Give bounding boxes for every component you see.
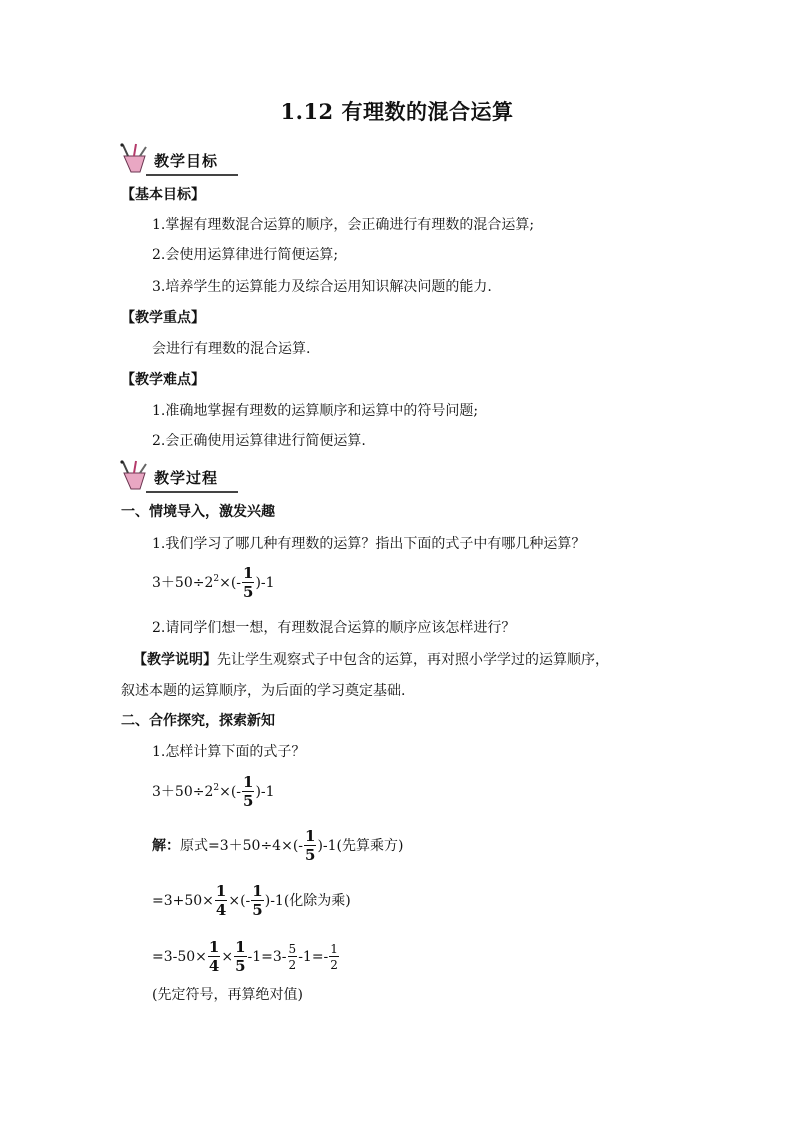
basic-goal-item: 3.培养学生的运算能力及综合运用知识解决问题的能力. xyxy=(152,279,492,295)
fraction xyxy=(288,943,298,971)
fraction-numerator: 1 xyxy=(243,564,254,582)
section1-question1: 1.我们学习了哪几种有理数的运算？指出下面的式子中有哪几种运算？ xyxy=(152,536,586,552)
difficulty-item: 1.准确地掌握有理数的运算顺序和运算中的符号问题; xyxy=(152,403,479,419)
banner-label: 教学过程 xyxy=(154,469,219,487)
teaching-note-continued: 叙述本题的运算顺序，为后面的学习奠定基础. xyxy=(121,683,406,699)
fraction xyxy=(242,775,254,809)
fraction-numerator: 1 xyxy=(252,882,263,900)
fraction-denominator: 5 xyxy=(252,901,263,919)
fraction-numerator: 5 xyxy=(288,942,297,956)
expr-part: 3＋50÷2 xyxy=(152,784,214,800)
solution-line-2 xyxy=(152,884,351,918)
solution-part: )-1(化除为乘) xyxy=(264,893,351,909)
section1-expression xyxy=(152,566,275,600)
fraction-numerator: 1 xyxy=(208,938,220,956)
solution-part: )-1(先算乘方) xyxy=(317,838,404,854)
solution-line-3 xyxy=(152,940,340,974)
solution-label: 解： xyxy=(152,838,180,854)
solution-part: =3+50× xyxy=(152,893,214,909)
solution-part: ×(- xyxy=(228,893,251,909)
section2-heading: 二、合作探究，探索新知 xyxy=(121,713,275,729)
banner-teaching-process xyxy=(118,459,240,497)
fraction-numerator: 1 xyxy=(235,938,246,956)
basic-goal-item: 1.掌握有理数混合运算的顺序，会正确进行有理数的混合运算; xyxy=(152,217,535,233)
fraction xyxy=(251,884,263,918)
fraction-denominator: 5 xyxy=(243,583,254,601)
fraction-numerator: 1 xyxy=(243,773,254,791)
solution-part: -1=- xyxy=(298,949,329,965)
solution-part: 原式=3＋50÷4×(- xyxy=(180,838,304,854)
fraction xyxy=(329,943,339,971)
solution-part: × xyxy=(221,949,234,965)
expr-part: ×(- xyxy=(219,784,242,800)
fraction-denominator: 5 xyxy=(235,957,246,975)
fraction-denominator: 2 xyxy=(330,958,338,972)
fraction-denominator: 2 xyxy=(288,958,297,972)
solution-line-4: (先定符号，再算绝对值) xyxy=(152,987,303,1003)
fraction xyxy=(215,884,227,918)
teaching-note xyxy=(133,653,609,667)
section1-question2: 2.请同学们想一想，有理数混合运算的顺序应该怎样进行？ xyxy=(152,620,516,636)
banner-teaching-goals xyxy=(118,142,240,180)
section1-heading: 一、情境导入，激发兴趣 xyxy=(121,504,275,520)
fraction xyxy=(234,940,246,974)
expr-exponent: 2 xyxy=(213,574,220,584)
difficulty-item: 2.会正确使用运算律进行简便运算. xyxy=(152,433,366,449)
expr-exponent: 2 xyxy=(213,783,220,793)
teaching-note-text: 先让学生观察式子中包含的运算，再对照小学学过的运算顺序， xyxy=(217,652,609,668)
key-points-header: 【教学重点】 xyxy=(121,310,205,326)
basic-goal-item: 2.会使用运算律进行简便运算; xyxy=(152,247,339,263)
fraction xyxy=(208,940,220,974)
fraction xyxy=(304,829,316,863)
fraction-numerator: 1 xyxy=(330,942,338,956)
fraction-denominator: 4 xyxy=(215,901,227,919)
fraction-denominator: 5 xyxy=(243,792,254,810)
fraction-denominator: 5 xyxy=(305,846,316,864)
basic-goals-header: 【基本目标】 xyxy=(121,187,205,203)
fraction-denominator: 4 xyxy=(208,957,220,975)
expr-part: ×(- xyxy=(219,575,242,591)
teaching-note-label: 【教学说明】 xyxy=(133,652,217,668)
solution-part: =3-50× xyxy=(152,949,207,965)
fraction-numerator: 1 xyxy=(215,882,227,900)
solution-part: -1=3- xyxy=(247,949,287,965)
difficulties-header: 【教学难点】 xyxy=(121,372,205,388)
fraction-numerator: 1 xyxy=(305,827,316,845)
section2-expression xyxy=(152,775,275,809)
expr-part: )-1 xyxy=(255,575,275,591)
fraction xyxy=(242,566,254,600)
page-title: 1.12 有理数的混合运算 xyxy=(280,99,514,124)
expr-part: 3＋50÷2 xyxy=(152,575,214,591)
key-points-text: 会进行有理数的混合运算. xyxy=(152,341,311,357)
expr-part: )-1 xyxy=(255,784,275,800)
section2-question1: 1.怎样计算下面的式子？ xyxy=(152,744,306,760)
solution-line-1 xyxy=(152,829,403,863)
banner-label: 教学目标 xyxy=(154,152,219,170)
